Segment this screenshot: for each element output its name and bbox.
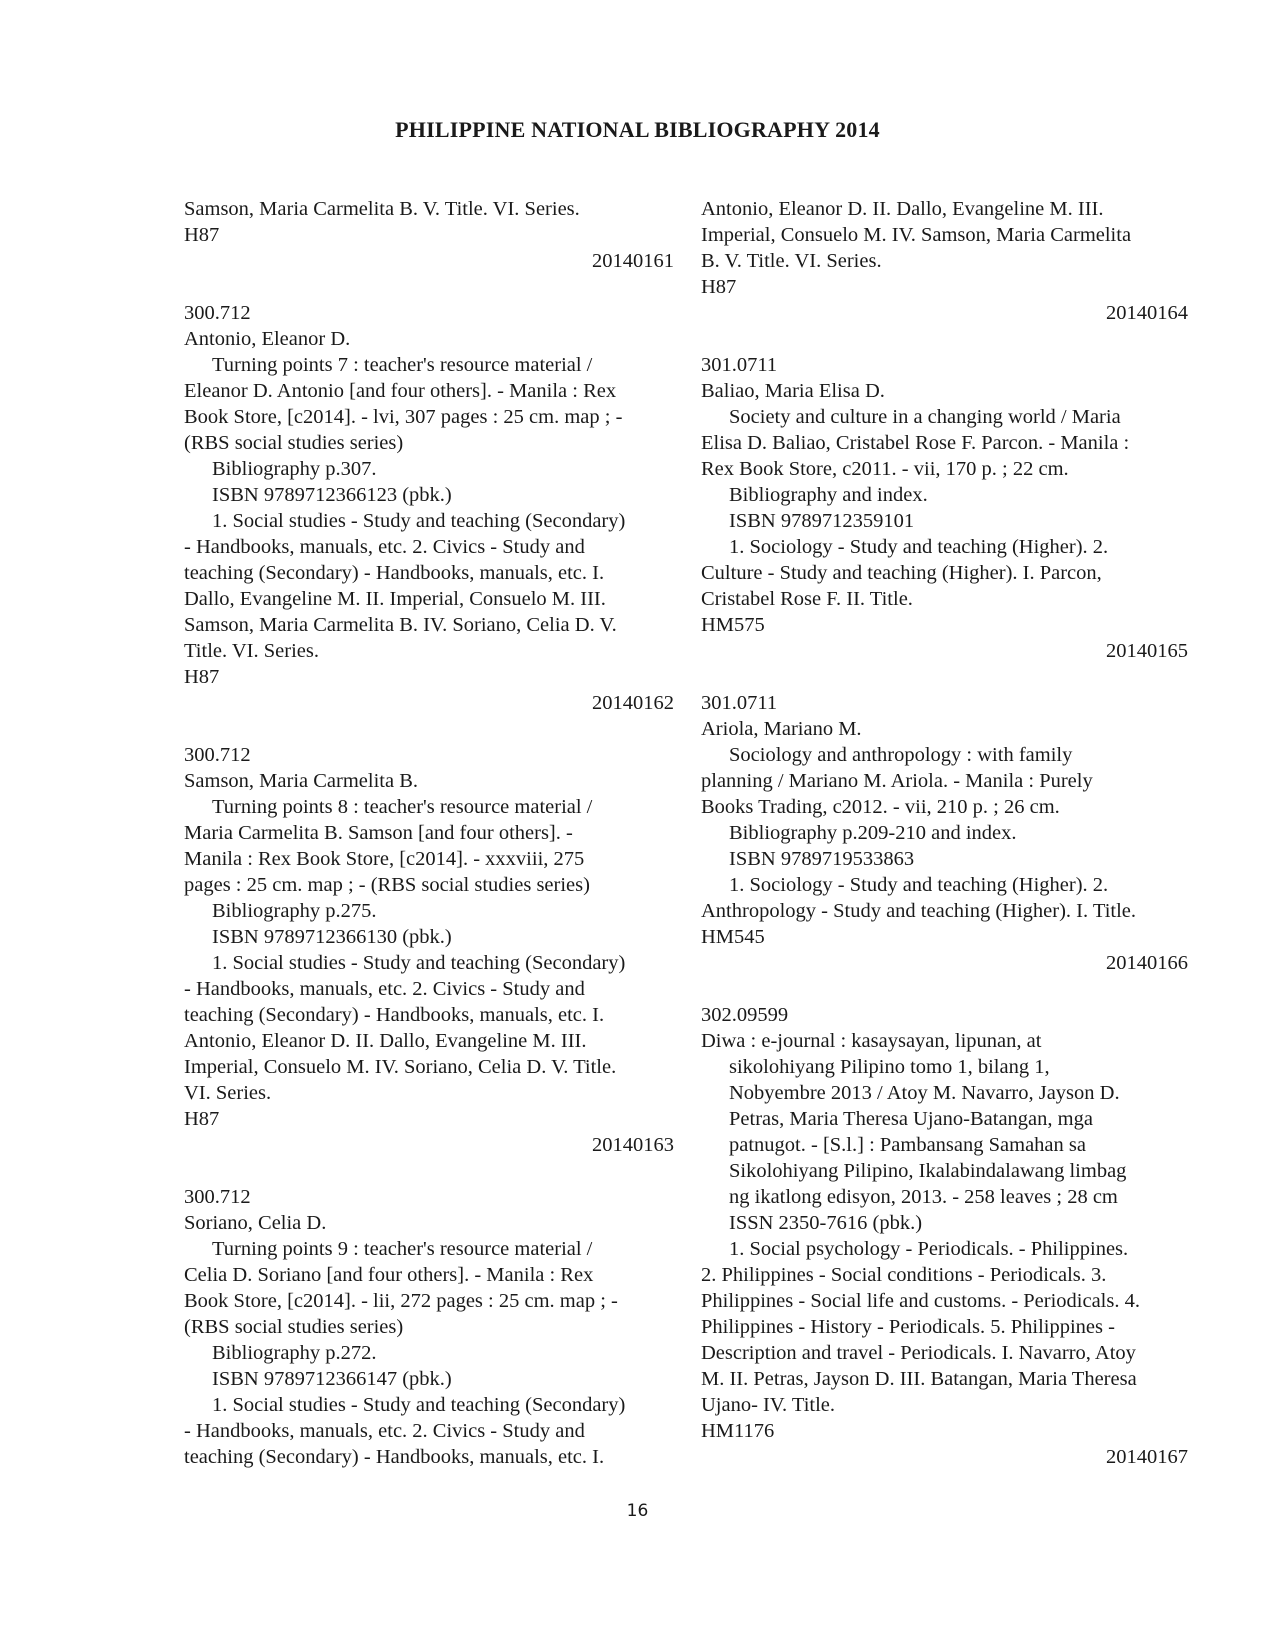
entry-record-number: 20140162 <box>592 692 674 714</box>
entry-line: HM1176 <box>701 1420 775 1442</box>
entry-line-indented: Bibliography and index. <box>729 484 928 506</box>
entry-line: HM545 <box>701 926 765 948</box>
blank-line <box>701 326 1188 352</box>
entry-line: Ariola, Mariano M. <box>701 718 862 740</box>
entry-line: Imperial, Consuelo M. IV. Samson, Maria Carmelita <box>701 224 1132 246</box>
entry-line-indented: Sikolohiyang Pilipino, Ikalabindalawang limbag <box>729 1160 1127 1182</box>
entry-line-indented: Turning points 8 : teacher's resource material / <box>212 796 593 818</box>
entry-line-indented: ng ikatlong edisyon, 2013. - 258 leaves ; 28 cm <box>729 1186 1118 1208</box>
entry-line-indented: sikolohiyang Pilipino tomo 1, bilang 1, <box>729 1056 1050 1078</box>
entry-line: Diwa : e-journal : kasaysayan, lipunan, at <box>701 1030 1042 1052</box>
entry-line: Culture - Study and teaching (Higher). I. Parcon, <box>701 562 1102 584</box>
entry-line-indented: Turning points 9 : teacher's resource material / <box>212 1238 593 1260</box>
entry-line-indented: Sociology and anthropology : with family <box>729 744 1073 766</box>
entry-line: Ujano- IV. Title. <box>701 1394 836 1416</box>
entry-line: 302.09599 <box>701 1004 789 1026</box>
page-title: PHILIPPINE NATIONAL BIBLIOGRAPHY 2014 <box>395 117 880 142</box>
entry-line: Dallo, Evangeline M. II. Imperial, Consuelo M. III. <box>184 588 606 610</box>
entry-line: Book Store, [c2014]. - lvi, 307 pages : 25 cm. map ; - <box>184 406 623 428</box>
entry-line: teaching (Secondary) - Handbooks, manuals, etc. I. <box>184 1446 605 1468</box>
entry-line: - Handbooks, manuals, etc. 2. Civics - Study and <box>184 536 585 558</box>
blank-line <box>184 274 674 300</box>
entry-line: H87 <box>184 1108 220 1130</box>
entry-line: (RBS social studies series) <box>184 432 404 454</box>
entry-record-number: 20140161 <box>592 250 674 272</box>
entry-line-indented: patnugot. - [S.l.] : Pambansang Samahan sa <box>729 1134 1086 1156</box>
entry-line: 300.712 <box>184 744 251 766</box>
entry-line: Samson, Maria Carmelita B. IV. Soriano, Celia D. V. <box>184 614 617 636</box>
entry-line-indented: Bibliography p.275. <box>212 900 377 922</box>
blank-line <box>184 716 674 742</box>
entry-line-indented: Bibliography p.272. <box>212 1342 377 1364</box>
entry-line: 301.0711 <box>701 354 778 376</box>
entry-line: Description and travel - Periodicals. I. Navarro, Atoy <box>701 1342 1136 1364</box>
entry-line: Antonio, Eleanor D. II. Dallo, Evangeline M. III. <box>701 198 1104 220</box>
entry-line-indented: Society and culture in a changing world / Maria <box>729 406 1121 428</box>
entry-line: 2. Philippines - Social conditions - Periodicals. 3. <box>701 1264 1107 1286</box>
entry-line: teaching (Secondary) - Handbooks, manuals, etc. I. <box>184 1004 605 1026</box>
entry-line: Antonio, Eleanor D. <box>184 328 351 350</box>
entry-line: Cristabel Rose F. II. Title. <box>701 588 913 610</box>
entry-line: Manila : Rex Book Store, [c2014]. - xxxviii, 275 <box>184 848 585 870</box>
entry-line: H87 <box>701 276 737 298</box>
entry-line-indented: Petras, Maria Theresa Ujano-Batangan, mga <box>729 1108 1093 1130</box>
page-number: 16 <box>626 1501 649 1521</box>
entry-line-indented: 1. Sociology - Study and teaching (Higher). 2. <box>729 874 1109 896</box>
entry-line: (RBS social studies series) <box>184 1316 404 1338</box>
entry-line: Title. VI. Series. <box>184 640 319 662</box>
entry-line: Philippines - Social life and customs. - Periodicals. 4. <box>701 1290 1140 1312</box>
blank-line <box>701 664 1188 690</box>
entry-line: Baliao, Maria Elisa D. <box>701 380 885 402</box>
entry-line-indented: 1. Sociology - Study and teaching (Higher). 2. <box>729 536 1109 558</box>
entry-line: VI. Series. <box>184 1082 272 1104</box>
entry-line: Samson, Maria Carmelita B. <box>184 770 418 792</box>
entry-line: M. II. Petras, Jayson D. III. Batangan, Maria Theresa <box>701 1368 1137 1390</box>
entry-line: Antonio, Eleanor D. II. Dallo, Evangeline M. III. <box>184 1030 587 1052</box>
entry-line-indented: Nobyembre 2013 / Atoy M. Navarro, Jayson D. <box>729 1082 1120 1104</box>
blank-line <box>701 976 1188 1002</box>
entry-line: 301.0711 <box>701 692 778 714</box>
entry-line: pages : 25 cm. map ; - (RBS social studies series) <box>184 874 590 896</box>
entry-record-number: 20140165 <box>1106 640 1188 662</box>
entry-line: Elisa D. Baliao, Cristabel Rose F. Parcon. - Manila : <box>701 432 1130 454</box>
entry-line: Samson, Maria Carmelita B. V. Title. VI. Series. <box>184 198 580 220</box>
entry-line-indented: ISBN 9789712366147 (pbk.) <box>212 1368 452 1390</box>
entry-line-indented: 1. Social psychology - Periodicals. - Philippines. <box>729 1238 1129 1260</box>
entry-line: Anthropology - Study and teaching (Higher). I. Title. <box>701 900 1137 922</box>
entry-record-number: 20140163 <box>592 1134 674 1156</box>
entry-line: Book Store, [c2014]. - lii, 272 pages : 25 cm. map ; - <box>184 1290 618 1312</box>
entry-line: - Handbooks, manuals, etc. 2. Civics - Study and <box>184 978 585 1000</box>
entry-line: Soriano, Celia D. <box>184 1212 327 1234</box>
entry-line-indented: 1. Social studies - Study and teaching (Secondary) <box>212 952 626 974</box>
entry-line: H87 <box>184 666 220 688</box>
entry-line-indented: ISBN 9789712359101 <box>729 510 915 532</box>
entry-line-indented: 1. Social studies - Study and teaching (Secondary) <box>212 510 626 532</box>
entry-line-indented: Bibliography p.209-210 and index. <box>729 822 1017 844</box>
entry-line: Imperial, Consuelo M. IV. Soriano, Celia D. V. Title. <box>184 1056 617 1078</box>
entry-line-indented: Bibliography p.307. <box>212 458 377 480</box>
entry-line-indented: 1. Social studies - Study and teaching (Secondary) <box>212 1394 626 1416</box>
entry-line-indented: ISBN 9789719533863 <box>729 848 915 870</box>
entry-record-number: 20140166 <box>1106 952 1188 974</box>
entry-line: HM575 <box>701 614 765 636</box>
entry-line: 300.712 <box>184 1186 251 1208</box>
entry-line: Maria Carmelita B. Samson [and four others]. - <box>184 822 573 844</box>
entry-line: 300.712 <box>184 302 251 324</box>
right-column <box>701 196 1188 1470</box>
entry-line: Books Trading, c2012. - vii, 210 p. ; 26 cm. <box>701 796 1060 818</box>
entry-line: teaching (Secondary) - Handbooks, manuals, etc. I. <box>184 562 605 584</box>
entry-line-indented: ISSN 2350-7616 (pbk.) <box>729 1212 923 1234</box>
entry-line: Celia D. Soriano [and four others]. - Manila : Rex <box>184 1264 594 1286</box>
entry-line: Philippines - History - Periodicals. 5. Philippines - <box>701 1316 1115 1338</box>
entry-line: B. V. Title. VI. Series. <box>701 250 882 272</box>
entry-line-indented: ISBN 9789712366123 (pbk.) <box>212 484 452 506</box>
entry-line: planning / Mariano M. Ariola. - Manila : Purely <box>701 770 1093 792</box>
entry-line-indented: ISBN 9789712366130 (pbk.) <box>212 926 452 948</box>
entry-record-number: 20140164 <box>1106 302 1188 324</box>
entry-line: Rex Book Store, c2011. - vii, 170 p. ; 22 cm. <box>701 458 1069 480</box>
entry-line: - Handbooks, manuals, etc. 2. Civics - Study and <box>184 1420 585 1442</box>
entry-line: Eleanor D. Antonio [and four others]. - Manila : Rex <box>184 380 617 402</box>
entry-line: H87 <box>184 224 220 246</box>
blank-line <box>184 1158 674 1184</box>
entry-line-indented: Turning points 7 : teacher's resource material / <box>212 354 593 376</box>
entry-record-number: 20140167 <box>1106 1446 1188 1468</box>
left-column <box>184 196 674 1470</box>
